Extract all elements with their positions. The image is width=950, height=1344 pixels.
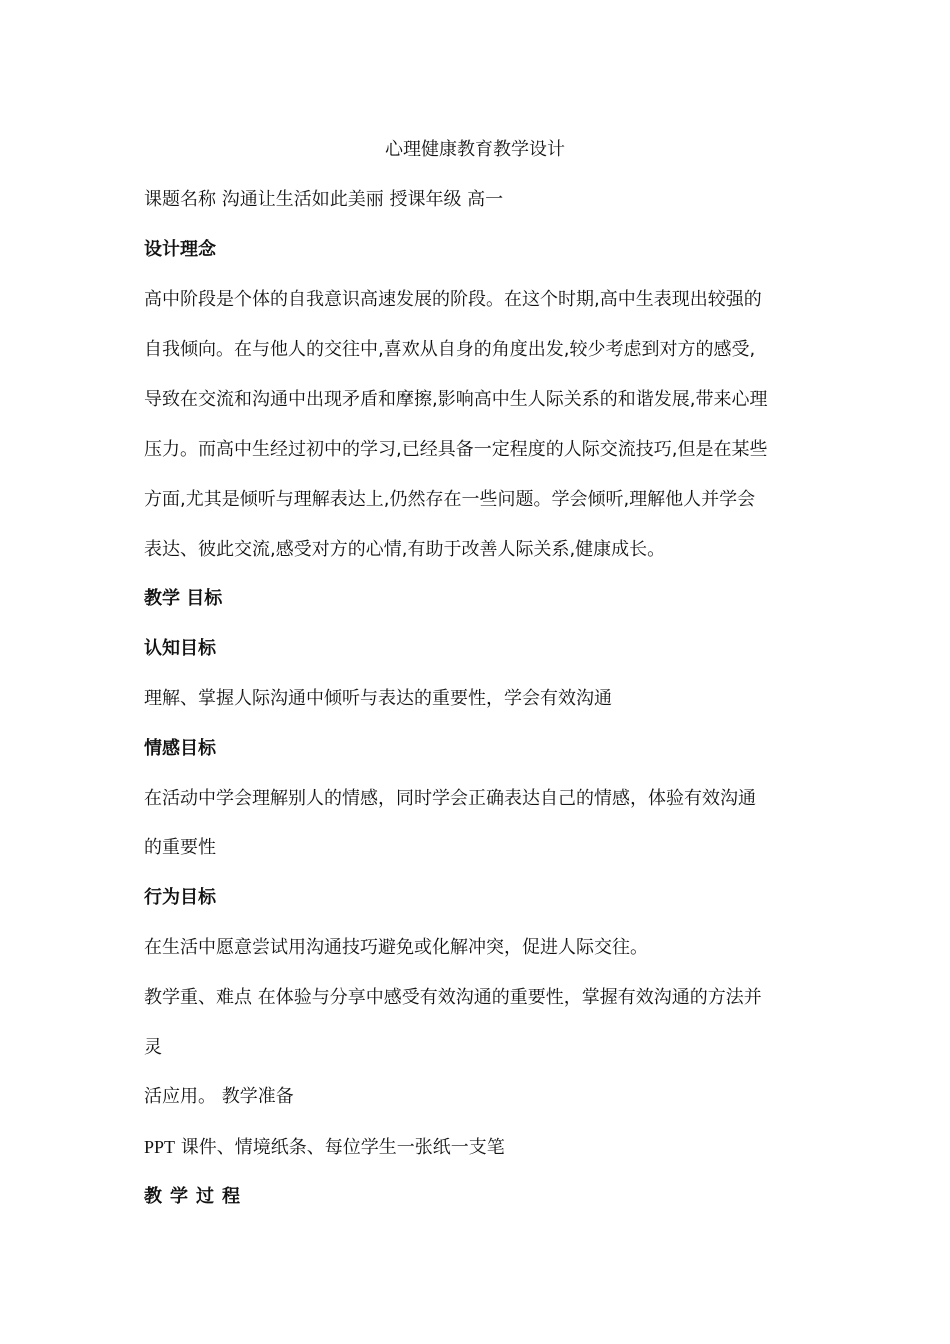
materials-line <box>144 1136 505 1159</box>
paragraph-line: 自我倾向。在与他人的交往中,喜欢从自身的角度出发,较少考虑到对方的感受, <box>144 339 756 360</box>
key-points-text: 灵 <box>144 1037 162 1058</box>
materials-prefix: PPT <box>144 1137 176 1157</box>
paragraph-line: 导致在交流和沟通中出现矛盾和摩擦,影响高中生人际关系的和谐发展,带来心理 <box>144 389 768 410</box>
document-title: 心理健康教育教学设计 <box>385 139 565 160</box>
materials-text: 课件、情境纸条、每位学生一张纸一支笔 <box>175 1137 505 1158</box>
paragraph-line: 表达、彼此交流,感受对方的心情,有助于改善人际关系,健康成长。 <box>144 539 666 560</box>
behavior-goal-heading: 行为目标 <box>144 887 216 908</box>
cognitive-goal-text: 理解、掌握人际沟通中倾听与表达的重要性，学会有效沟通 <box>144 688 612 709</box>
design-concept-heading: 设计理念 <box>144 239 216 260</box>
course-info-line: 课题名称 沟通让生活如此美丽 授课年级 高一 <box>144 189 504 210</box>
paragraph-line: 压力。而高中生经过初中的学习,已经具备一定程度的人际交流技巧,但是在某些 <box>144 439 768 460</box>
behavior-goal-text: 在生活中愿意尝试用沟通技巧避免或化解冲突，促进人际交往。 <box>144 937 648 958</box>
cognitive-goal-heading: 认知目标 <box>144 638 216 659</box>
paragraph-line: 方面,尤其是倾听与理解表达上,仍然存在一些问题。学会倾听,理解他人并学会 <box>144 489 756 510</box>
teaching-goals-heading: 教学 目标 <box>144 588 223 609</box>
emotional-goal-text: 的重要性 <box>144 837 216 858</box>
key-points-text: 教学重、难点 在体验与分享中感受有效沟通的重要性，掌握有效沟通的方法并 <box>144 987 762 1008</box>
teaching-process-heading: 教学过程 <box>144 1186 248 1207</box>
emotional-goal-heading: 情感目标 <box>144 738 216 759</box>
paragraph-line: 高中阶段是个体的自我意识高速发展的阶段。在这个时期,高中生表现出较强的 <box>144 289 762 310</box>
key-points-text: 活应用。 教学准备 <box>144 1086 294 1107</box>
emotional-goal-text: 在活动中学会理解别人的情感，同时学会正确表达自己的情感，体验有效沟通 <box>144 788 756 809</box>
